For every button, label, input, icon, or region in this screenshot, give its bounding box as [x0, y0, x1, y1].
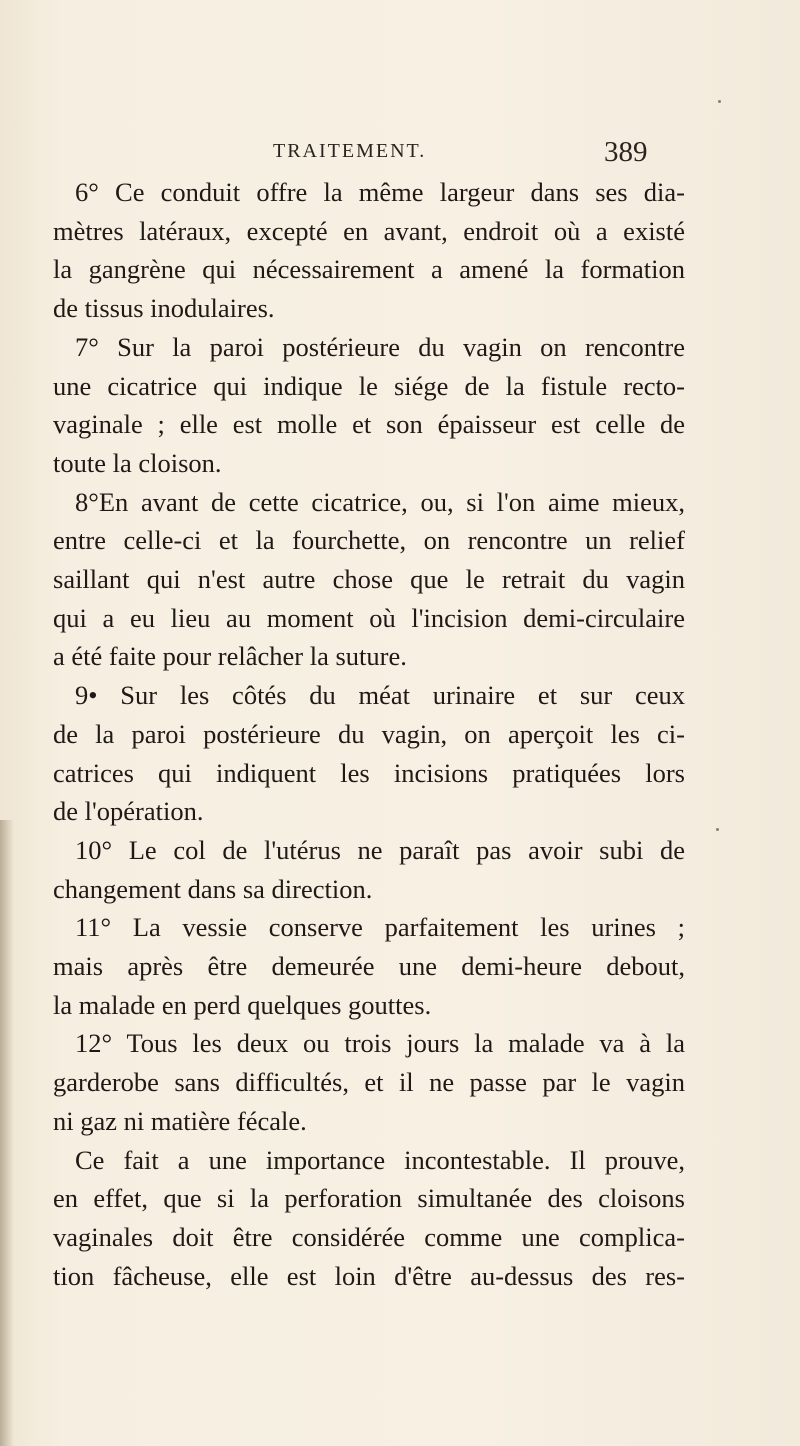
text-line: mètres latéraux, excepté en avant, endroit où a existé — [53, 215, 685, 246]
text-line: une cicatrice qui indique le siége de la fistule recto- — [53, 370, 685, 401]
text-line: 10° Le col de l'utérus ne paraît pas avoir subi de — [75, 834, 685, 865]
paragraph — [53, 483, 685, 677]
text-line: 9• Sur les côtés du méat urinaire et sur ceux — [75, 680, 685, 711]
page-number: 389 — [604, 136, 648, 168]
running-head: TRAITEMENT. — [273, 140, 427, 162]
text-line: mais après être demeurée une demi-heure debout, — [53, 951, 685, 982]
paragraph — [53, 676, 685, 831]
text-line: vaginales doit être considérée comme une complica- — [53, 1221, 685, 1252]
paper-speck — [718, 100, 721, 103]
text-line: 12° Tous les deux ou trois jours la malade va à la — [75, 1028, 685, 1059]
text-line: toute la cloison. — [53, 447, 222, 478]
text-line: de tissus inodulaires. — [53, 293, 275, 324]
text-line: 7° Sur la paroi postérieure du vagin on rencontre — [75, 331, 685, 362]
page-header — [0, 136, 800, 170]
binding-shadow — [0, 820, 14, 1446]
paragraph — [53, 908, 685, 1024]
text-line: catrices qui indiquent les incisions pratiquées lors — [53, 757, 685, 788]
text-line: vaginale ; elle est molle et son épaisseur est celle de — [53, 409, 685, 440]
paragraph — [53, 831, 685, 908]
text-line: garderobe sans difficultés, et il ne passe par le vagin — [53, 1067, 685, 1098]
body-text — [53, 173, 685, 1295]
text-line: Ce fait a une importance incontestable. Il prouve, — [75, 1144, 685, 1175]
text-line: entre celle-ci et la fourchette, on rencontre un relief — [53, 525, 685, 556]
paper-speck — [716, 828, 719, 831]
paragraph — [53, 173, 685, 328]
paragraph — [53, 1024, 685, 1140]
text-line: a été faite pour relâcher la suture. — [53, 641, 407, 672]
text-line: changement dans sa direction. — [53, 873, 373, 904]
text-line: 11° La vessie conserve parfaitement les urines ; — [75, 912, 685, 943]
text-line: saillant qui n'est autre chose que le retrait du vagin — [53, 564, 685, 595]
text-line: 6° Ce conduit offre la même largeur dans ses dia- — [75, 177, 685, 207]
text-line: la malade en perd quelques gouttes. — [53, 989, 432, 1020]
text-line: de la paroi postérieure du vagin, on aperçoit les ci- — [53, 718, 685, 749]
paragraph — [53, 328, 685, 483]
text-line: qui a eu lieu au moment où l'incision demi-circulaire — [53, 602, 685, 633]
paragraph — [53, 1141, 685, 1296]
text-line: la gangrène qui nécessairement a amené la formation — [53, 254, 685, 285]
text-line: de l'opération. — [53, 796, 204, 827]
text-line: en effet, que si la perforation simultanée des cloisons — [53, 1183, 685, 1214]
text-line: tion fâcheuse, elle est loin d'être au-dessus des res- — [53, 1260, 685, 1291]
text-line: ni gaz ni matière fécale. — [53, 1105, 307, 1136]
text-line: 8°En avant de cette cicatrice, ou, si l'on aime mieux, — [75, 486, 685, 517]
